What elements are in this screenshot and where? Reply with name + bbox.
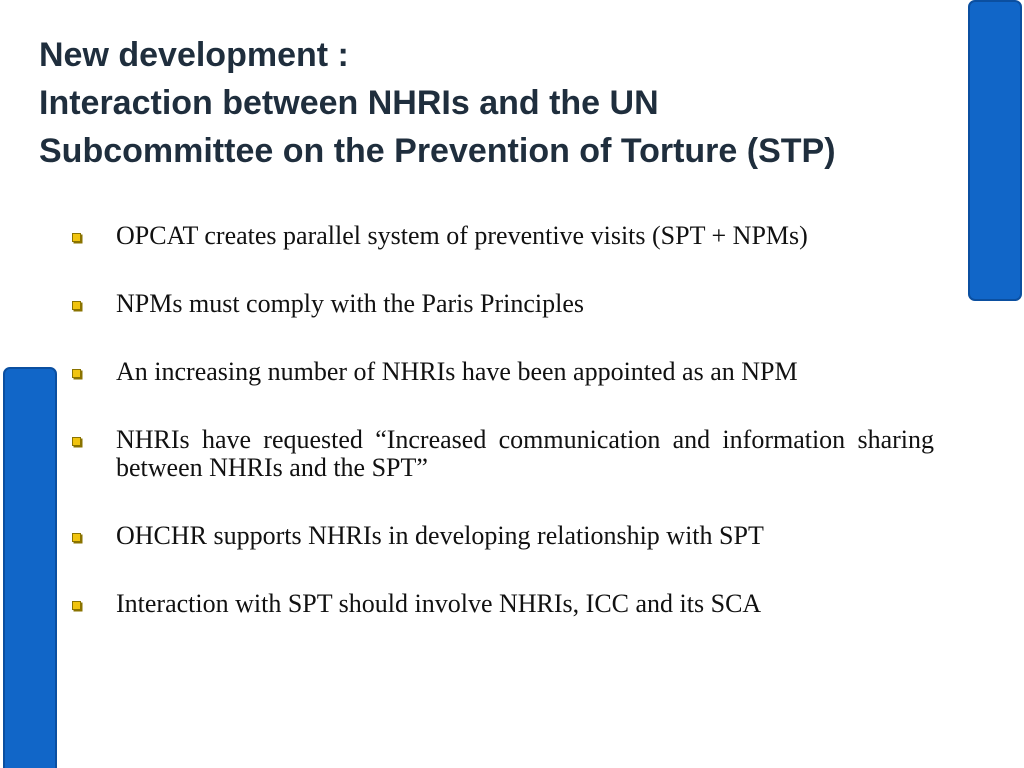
bullet-item bbox=[70, 358, 934, 386]
square-bullet-icon bbox=[72, 301, 81, 310]
bullet-item bbox=[70, 522, 934, 550]
bullet-text: Interaction with SPT should involve NHRIs, ICC and its SCA bbox=[116, 589, 762, 618]
bullet-text: OHCHR supports NHRIs in developing relationship with SPT bbox=[116, 521, 764, 550]
bullet-item bbox=[70, 590, 934, 618]
square-bullet-icon bbox=[72, 601, 81, 610]
bullet-text: An increasing number of NHRIs have been appointed as an NPM bbox=[116, 357, 798, 386]
bullet-list bbox=[70, 222, 934, 658]
bullet-text: NPMs must comply with the Paris Principles bbox=[116, 289, 584, 318]
square-bullet-icon bbox=[72, 233, 81, 242]
bullet-text: OPCAT creates parallel system of preventive visits (SPT + NPMs) bbox=[116, 221, 808, 250]
bullet-text: NHRIs have requested “Increased communication and information sharing between NHRIs and the SPT” bbox=[116, 425, 934, 482]
slide-title bbox=[39, 31, 999, 175]
title-line: New development : bbox=[39, 36, 349, 74]
title-line: Interaction between NHRIs and the UN bbox=[39, 84, 659, 122]
bullet-item bbox=[70, 222, 934, 250]
accent-bar-left bbox=[3, 367, 57, 768]
square-bullet-icon bbox=[72, 533, 81, 542]
square-bullet-icon bbox=[72, 369, 81, 378]
bullet-item bbox=[70, 426, 934, 482]
square-bullet-icon bbox=[72, 437, 81, 446]
bullet-item bbox=[70, 290, 934, 318]
title-line: Subcommittee on the Prevention of Torture (STP) bbox=[39, 132, 836, 170]
